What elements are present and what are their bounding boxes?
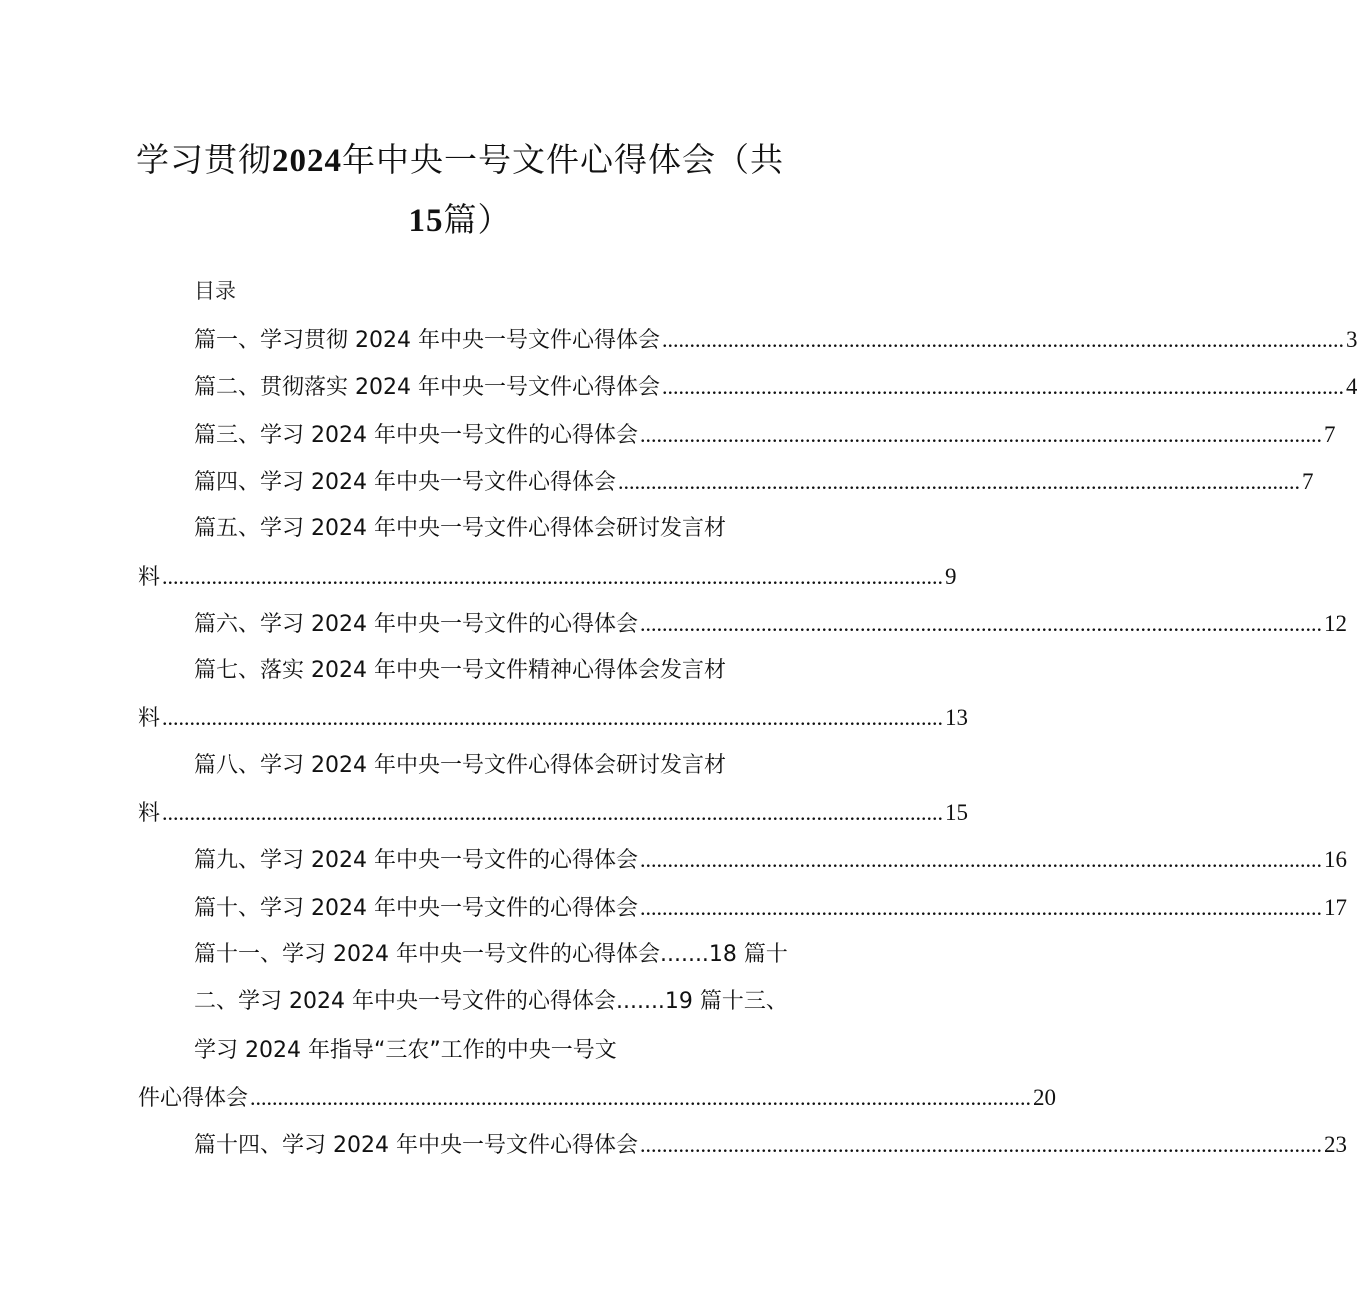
title-text-rest: 年中央一号文件心得体会（共 <box>342 140 784 179</box>
toc-entry-page: 7 <box>1323 422 1336 447</box>
toc-entry-page: 17 <box>1323 895 1347 920</box>
title-text: 学习贯彻 <box>136 140 272 179</box>
toc-entry-title: 篇十四、学习 2024 年中央一号文件心得体会 <box>194 1133 638 1158</box>
toc-flow-line[interactable]: 二、学习 2024 年中央一号文件的心得体会.......19 篇十三、 <box>194 989 788 1014</box>
toc-entry-page: 16 <box>1323 847 1347 872</box>
toc-leader-dots: .............................................................................................................................................. <box>162 564 944 589</box>
toc-entry-title: 篇九、学习 2024 年中央一号文件的心得体会 <box>194 848 638 873</box>
toc-entry-title: 篇三、学习 2024 年中央一号文件的心得体会 <box>194 423 638 448</box>
toc-entry[interactable] <box>138 798 969 829</box>
toc-entry-page: 7 <box>1301 469 1314 494</box>
toc-entry[interactable] <box>194 325 1357 356</box>
toc-leader-dots: ............................................................................................................................ <box>639 611 1322 636</box>
toc-entry-title[interactable]: 篇八、学习 2024 年中央一号文件心得体会研讨发言材 <box>194 753 726 778</box>
toc-entry-page: 20 <box>1033 1085 1057 1110</box>
toc-entry-title: 篇十、学习 2024 年中央一号文件的心得体会 <box>194 896 638 921</box>
toc-entry[interactable] <box>194 893 1347 924</box>
toc-entry[interactable] <box>194 1130 1347 1161</box>
title-text-end: 篇） <box>443 200 512 239</box>
toc-entry-title: 篇六、学习 2024 年中央一号文件的心得体会 <box>194 612 638 637</box>
toc-heading: 目录 <box>194 279 236 303</box>
toc-entry-title-cont: 料 <box>138 801 161 826</box>
title-count: 15 <box>408 203 444 239</box>
toc-entry[interactable] <box>138 562 957 593</box>
toc-entry-title[interactable]: 篇七、落实 2024 年中央一号文件精神心得体会发言材 <box>194 658 726 683</box>
title-year: 2024 <box>272 143 342 179</box>
toc-entry[interactable] <box>194 467 1314 498</box>
toc-entry-page: 12 <box>1323 611 1347 636</box>
toc-entry-page: 4 <box>1345 374 1357 399</box>
toc-entry[interactable] <box>194 845 1347 876</box>
toc-entry-title: 篇二、贯彻落实 2024 年中央一号文件心得体会 <box>194 375 660 400</box>
toc-entry-title[interactable]: 篇五、学习 2024 年中央一号文件心得体会研讨发言材 <box>194 516 726 541</box>
toc-entry-title: 篇四、学习 2024 年中央一号文件心得体会 <box>194 470 616 495</box>
toc-leader-dots: ............................................................................................................................ <box>617 469 1300 494</box>
toc-entry-title-cont: 料 <box>138 565 161 590</box>
toc-entry[interactable] <box>194 372 1357 403</box>
toc-leader-dots: ............................................................................................................................ <box>639 422 1322 447</box>
toc-leader-dots: ............................................................................................................................ <box>639 1132 1322 1157</box>
document-title-line2 <box>0 200 920 241</box>
toc-entry-page: 15 <box>945 800 969 825</box>
toc-flow-line[interactable]: 学习 2024 年指导“三农”工作的中央一号文 <box>194 1038 617 1063</box>
toc-entry-title-cont: 件心得体会 <box>138 1086 249 1111</box>
toc-entry-title: 篇一、学习贯彻 2024 年中央一号文件心得体会 <box>194 328 660 353</box>
toc-leader-dots: ............................................................................................................................ <box>639 895 1322 920</box>
toc-entry-page: 23 <box>1323 1132 1347 1157</box>
toc-leader-dots: ............................................................................................................................ <box>639 847 1322 872</box>
toc-entry[interactable] <box>194 609 1347 640</box>
toc-entry-page: 13 <box>945 705 969 730</box>
toc-flow-line[interactable]: 篇十一、学习 2024 年中央一号文件的心得体会.......18 篇十 <box>194 942 788 967</box>
toc-entry-title-cont: 料 <box>138 706 161 731</box>
document-title-line1 <box>0 140 920 181</box>
toc-entry-page: 9 <box>945 564 957 589</box>
toc-leader-dots: ............................................................................................................................ <box>661 374 1344 399</box>
toc-entry[interactable] <box>194 420 1336 451</box>
toc-leader-dots: .............................................................................................................................................. <box>162 705 944 730</box>
toc-entry-page: 3 <box>1345 327 1357 352</box>
toc-leader-dots: .............................................................................................................................................. <box>250 1085 1032 1110</box>
toc-entry[interactable] <box>138 1083 1057 1114</box>
toc-entry[interactable] <box>138 703 969 734</box>
toc-leader-dots: ............................................................................................................................ <box>661 327 1344 352</box>
toc-leader-dots: .............................................................................................................................................. <box>162 800 944 825</box>
